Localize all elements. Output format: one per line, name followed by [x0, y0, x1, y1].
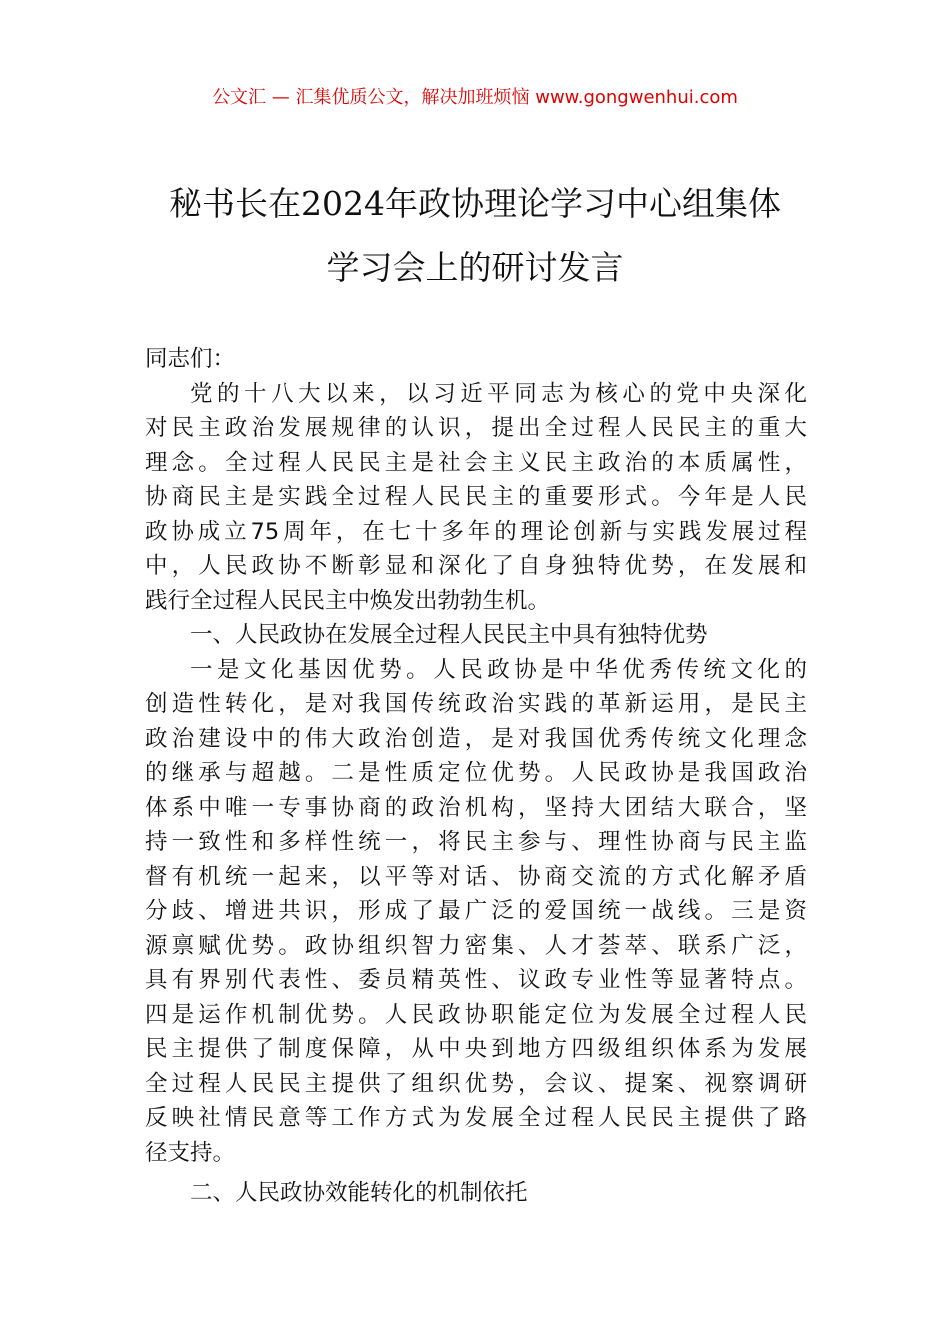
body-line: 督有机统一起来，以平等对话、协商交流的方式化解矛盾	[145, 863, 807, 890]
body-line: 径支持。	[145, 1139, 236, 1166]
body-line: 体系中唯一专事协商的政治机构，坚持大团结大联合，坚	[145, 794, 807, 821]
section-heading: 一、人民政协在发展全过程人民民主中具有独特优势	[190, 622, 708, 648]
title-line-1: 秘书长在2024年政协理论学习中心组集体	[169, 184, 781, 223]
body-line: 持一致性和多样性统一，将民主参与、理性协商与民主监	[145, 829, 807, 855]
body-line: 政协成立75周年，在七十多年的理论创新与实践发展过程	[145, 518, 807, 545]
body-line: 四是运作机制优势。人民政协职能定位为发展全过程人民	[145, 1001, 807, 1028]
body-line: 党的十八大以来，以习近平同志为核心的党中央深化	[190, 380, 807, 407]
body-line: 全过程人民民主提供了组织优势，会议、提案、视察调研	[145, 1070, 807, 1097]
body-line: 一是文化基因优势。人民政协是中华优秀传统文化的	[190, 656, 807, 683]
body-line: 民主提供了制度保障，从中央到地方四级组织体系为发展	[145, 1036, 807, 1062]
document-title	[110, 172, 840, 300]
body-line: 分歧、增进共识，形成了最广泛的爱国统一战线。三是资	[145, 898, 807, 924]
body-line: 践行全过程人民民主中焕发出勃勃生机。	[145, 587, 551, 614]
title-line-2: 学习会上的研讨发言	[326, 248, 624, 287]
body-line: 协商民主是实践全过程人民民主的重要形式。今年是人民	[145, 484, 807, 510]
body-line: 的继承与超越。二是性质定位优势。人民政协是我国政治	[145, 760, 807, 786]
section-heading: 二、人民政协效能转化的机制依托	[190, 1180, 528, 1206]
body-line: 反映社情民意等工作方式为发展全过程人民民主提供了路	[145, 1105, 807, 1131]
body-line: 政治建设中的伟大政治创造，是对我国优秀传统文化理念	[145, 725, 807, 752]
document-body	[145, 342, 807, 1211]
body-line: 创造性转化，是对我国传统政治实践的革新运用，是民主	[145, 691, 807, 717]
body-line: 对民主政治发展规律的认识，提出全过程人民民主的重大	[145, 415, 807, 441]
header-banner: 公文汇 — 汇集优质公文，解决加班烦恼 www.gongwenhui.com	[212, 87, 738, 108]
body-line: 具有界别代表性、委员精英性、议政专业性等显著特点。	[145, 967, 807, 993]
body-line: 理念。全过程人民民主是社会主义民主政治的本质属性，	[145, 449, 807, 476]
salutation: 同志们：	[145, 346, 236, 372]
body-line: 中，人民政协不断彰显和深化了自身独特优势，在发展和	[145, 553, 807, 579]
body-line: 源禀赋优势。政协组织智力密集、人才荟萃、联系广泛，	[145, 932, 807, 959]
